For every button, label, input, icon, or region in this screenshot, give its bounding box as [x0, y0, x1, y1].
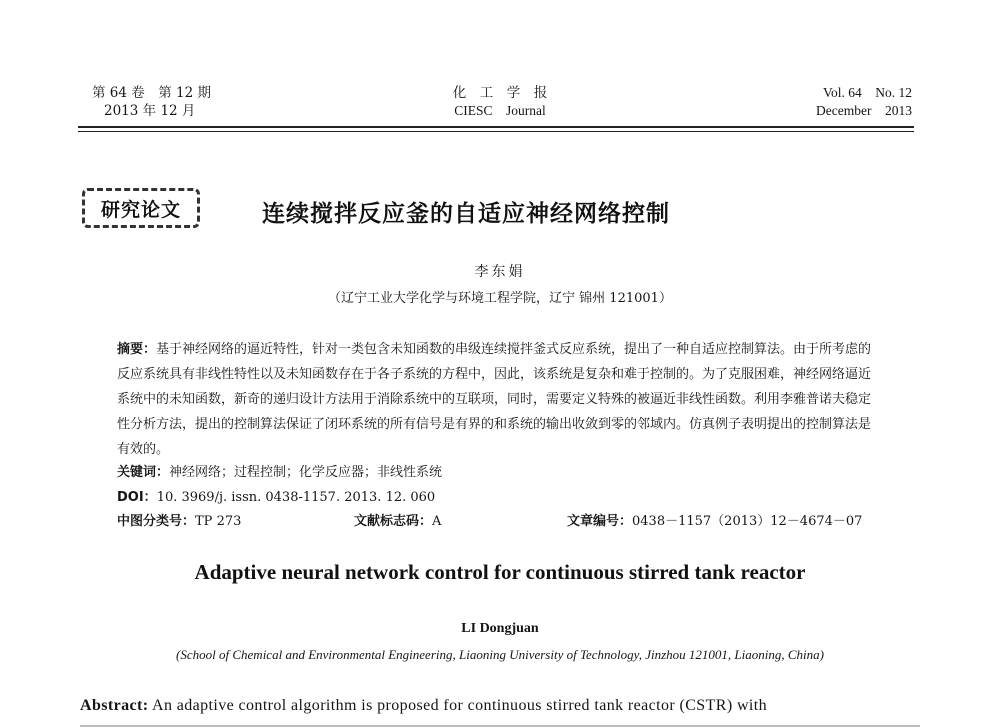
doc-code-field: [354, 510, 441, 529]
clc-label: 中图分类号：: [117, 514, 196, 529]
header-journal-en: CIESC Journal: [454, 103, 546, 118]
clc-field: [117, 510, 241, 529]
abstract-cn-text: 基于神经网络的逼近特性，针对一类包含未知函数的串级连续搅拌釜式反应系统，提出了一种自适应控制算法。由于所考虑的反应系统具有非线性特性以及未知函数存在于各子系统的方程中，因此，该系统是复杂和难于控制的。为了克服困难，神经网络逼近系统中的未知函数，新奇的递归设计方法用于消除系统中的互联项，同时，需要定义特殊的被逼近非线性函数。利用李雅普诺夫稳定性分析方法，提出的控制算法保证了闭环系统的所有信号是有界的和系统的输出收敛到零的邻域内。仿真例子表明提出的控制算法是有效的。: [117, 342, 872, 457]
author-en: LI Dongjuan: [461, 621, 539, 636]
abstract-en-text: An adaptive control algorithm is proposed for continuous stirred tank reactor (CSTR) with: [148, 697, 768, 714]
keywords-label: 关键词：: [117, 465, 170, 480]
abstract-cn-label: 摘要：: [117, 342, 157, 357]
abstract-en-label: Abstract:: [80, 697, 149, 714]
title-en: Adaptive neural network control for continuous stirred tank reactor: [194, 560, 806, 584]
header-volume-line: 第 64 卷 第 12 期: [92, 85, 212, 101]
affiliation-cn: （辽宁工业大学化学与环境工程学院，辽宁 锦州 121001）: [328, 291, 672, 306]
header-volume-en: [816, 84, 912, 120]
header-month-year: December 2013: [816, 103, 912, 118]
doi-line: [117, 486, 879, 505]
article-no-field: [567, 510, 862, 529]
keywords-cn: [117, 461, 879, 480]
doc-code-label: 文献标志码：: [354, 514, 433, 529]
header-vol-no: Vol. 64 No. 12: [822, 85, 912, 100]
doi-label: DOI：: [117, 490, 157, 505]
doc-code-value: A: [432, 514, 442, 529]
cut-off-text-trace: [80, 725, 920, 727]
article-no-value: 0438－1157（2013）12－4674－07: [632, 514, 863, 529]
abstract-en: [80, 695, 920, 717]
section-badge: 研究论文: [82, 188, 200, 228]
affiliation-en: (School of Chemical and Environmental Engineering, Liaoning University of Technology, Jinzhou 121001, Liaoning, China): [176, 647, 824, 662]
abstract-en-cut-off-line: [80, 719, 920, 728]
title-cn: 连续搅拌反应釜的自适应神经网络控制: [262, 201, 670, 227]
header-rule-thick: [78, 126, 914, 128]
author-cn: 李东娟: [474, 264, 526, 280]
clc-value: TP 273: [195, 514, 242, 529]
header-journal-cn: 化 工 学 报: [452, 85, 548, 101]
keywords-text: 神经网络；过程控制；化学反应器；非线性系统: [169, 465, 443, 480]
article-no-label: 文章编号：: [567, 514, 633, 529]
abstract-cn: [117, 337, 879, 462]
header-date-line: 2013 年 12 月: [104, 103, 196, 119]
header-rule-thin: [78, 131, 914, 132]
doi-text: 10. 3969/j. issn. 0438-1157. 2013. 12. 060: [156, 490, 436, 505]
